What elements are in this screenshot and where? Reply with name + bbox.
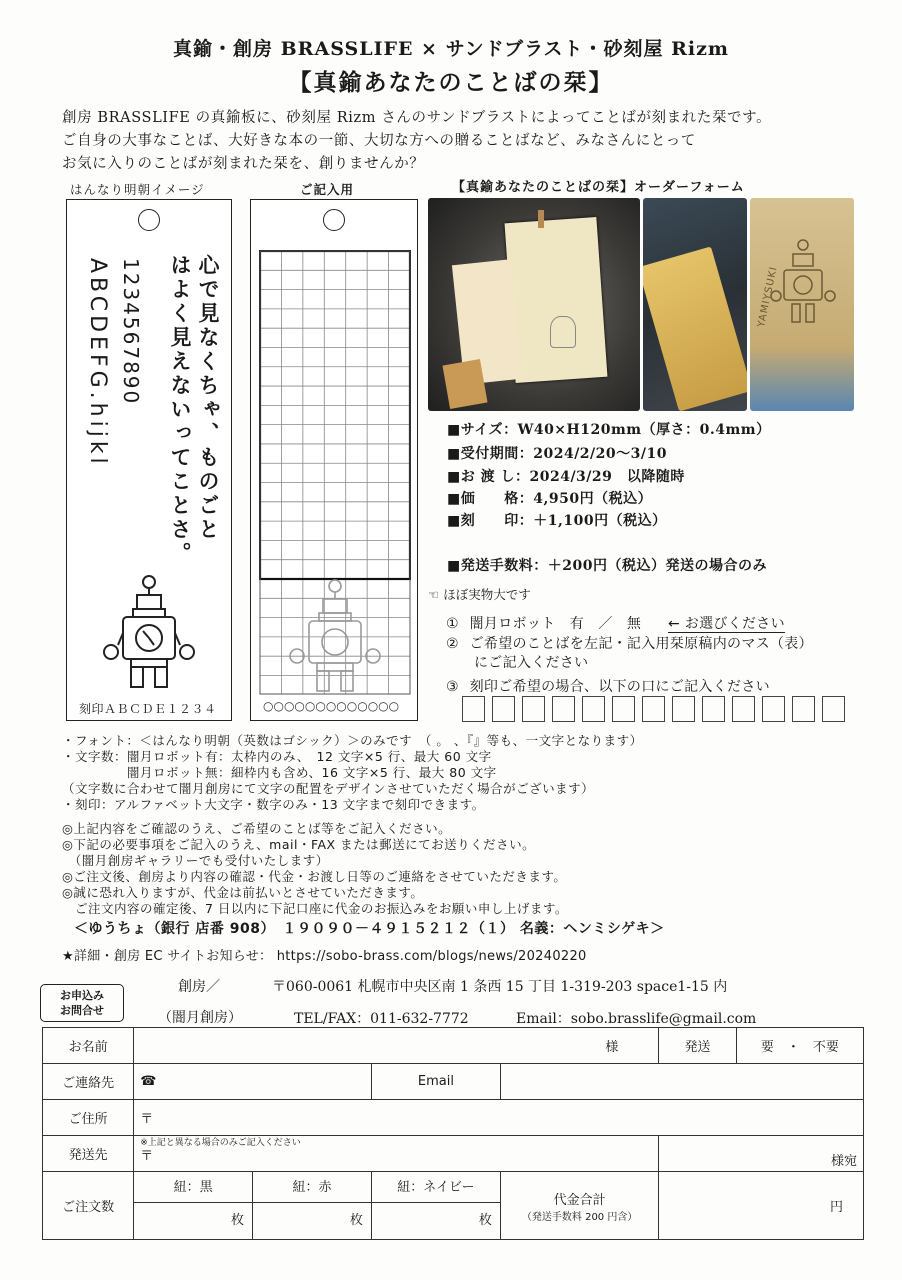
note-font: ・フォント：＜はんなり明朝（英数はゴシック）＞のみです （ 。 、『』等も、一文字となります）: [62, 733, 643, 748]
spec-stamp-fee: ■刻 印：＋1,100円（税込）: [447, 513, 667, 529]
stamp-box[interactable]: [822, 696, 845, 722]
dest-field[interactable]: [134, 1136, 659, 1172]
note-confirm: ◎上記内容をご確認のうえ、ご希望のことば等をご記入ください。: [62, 821, 452, 836]
name-field[interactable]: [134, 1028, 659, 1064]
stamp-box[interactable]: [642, 696, 665, 722]
qty-navy-unit: 枚: [478, 1212, 492, 1228]
step-3-text: 刻印ご希望の場合、以下の口にご記入ください: [469, 679, 770, 695]
dest-postal: 〒: [140, 1149, 154, 1164]
address-field[interactable]: [134, 1100, 864, 1136]
spec-size: ■サイズ：W40×H120mm（厚さ：0.4mm）: [447, 422, 771, 438]
address-label: ご住所: [43, 1100, 134, 1136]
stamp-box[interactable]: [522, 696, 545, 722]
title-line-2: 【真鍮あなたのことばの栞】: [288, 69, 614, 96]
total-unit: 円: [829, 1200, 843, 1215]
phone-icon: ☎: [140, 1074, 157, 1089]
note-send: ◎下記の必要事項をご記入のうえ、mail・FAX または郵送にてお送りください。: [62, 837, 536, 852]
stamp-box[interactable]: [762, 696, 785, 722]
total-label-cell: [500, 1172, 658, 1240]
spec-period: ■受付期間：2024/2/20～3/10: [447, 446, 667, 462]
email-label: Email: [371, 1064, 500, 1100]
intro-line-2: ご自身の大事なことば、大好きな本の一節、大切な方への贈ることばなど、みなさんにとって: [62, 133, 696, 149]
ship-label: 発送: [659, 1028, 736, 1064]
bookmark-hole-icon: [323, 209, 345, 231]
qty-red-unit: 枚: [349, 1212, 363, 1228]
stamp-box[interactable]: [492, 696, 515, 722]
sample-stamp-label: 刻印ＡＢＣＤＥ１２３４: [79, 702, 217, 716]
intro-line-1: 創房 BRASSLIFE の真鍮板に、砂刻屋 Rizm さんのサンドブラストによってことばが刻まれた栞です。: [62, 110, 772, 126]
step-2-line-1: ご希望のことばを左記・記入用栞原稿内のマス（表）: [469, 636, 813, 652]
details-link[interactable]: ★詳細・創房 EC サイトお知らせ： https://sobo-brass.com/blogs/news/20240220: [62, 949, 587, 964]
intro-line-3: お気に入りのことばが刻まれた栞を、創りませんか？: [62, 156, 425, 172]
robot-choice[interactable]: 闇月ロボット 有 ／ 無: [469, 616, 642, 632]
name-label: お名前: [43, 1028, 134, 1064]
manuscript-grid[interactable]: [259, 250, 411, 695]
step-1: [446, 613, 785, 633]
shop-address: 〒060-0061 札幌市中央区南 1 条西 15 丁目 1-319-203 space1-15 内: [272, 979, 728, 995]
shop-subname: （闇月創房）: [158, 1010, 242, 1026]
spec-shipping-fee: ■発送手数料：＋200円（税込）発送の場合のみ: [447, 558, 767, 574]
spec-delivery: ■お 渡 し：2024/3/29 以降随時: [447, 469, 685, 485]
cord-black-label: 紐：黒: [134, 1173, 252, 1203]
photo-engraved-text: YAMIYSUKI: [756, 265, 780, 329]
cord-navy-label: 紐：ネイビー: [372, 1173, 500, 1203]
entry-card-caption: ご記入用: [300, 182, 355, 197]
stamp-entry-boxes[interactable]: [462, 696, 858, 722]
note-after-order: ◎ご注文後、創房より内容の確認・代金・お渡し日等のご連絡をさせていただきます。: [62, 869, 567, 884]
email-field[interactable]: [500, 1064, 863, 1100]
stamp-circles[interactable]: ○○○○○○○○○○○○○: [263, 699, 400, 713]
shop-email[interactable]: Email：sobo.brasslife@gmail.com: [516, 1011, 757, 1027]
actual-size-note: [428, 585, 531, 603]
contact-box-line-2: お問合せ: [60, 1004, 104, 1017]
order-label: ご注文数: [43, 1172, 134, 1240]
qty-red[interactable]: [253, 1172, 372, 1240]
sample-alphabet: ABCDEFG.hijkl: [85, 258, 110, 468]
qty-black[interactable]: [134, 1172, 253, 1240]
contact-label: ご連絡先: [43, 1064, 134, 1100]
qty-black-unit: 枚: [231, 1212, 245, 1228]
order-form-title: 【真鍮あなたのことばの栞】オーダーフォーム: [452, 180, 745, 195]
choose-hint: ← お選びください: [668, 616, 785, 632]
product-photo-1: [428, 198, 640, 411]
dest-suffix: 様宛: [659, 1136, 864, 1172]
dest-note: ※上記と異なる場合のみご記入ください: [140, 1138, 301, 1148]
stamp-box[interactable]: [792, 696, 815, 722]
qty-navy[interactable]: [371, 1172, 500, 1240]
step-2: [446, 633, 813, 653]
note-design: （文字数に合わせて闇月創房にて文字の配置をデザインさせていただく場合がございます）: [62, 781, 595, 796]
sample-numbers: 1234567890: [119, 258, 143, 406]
sample-phrase-col-1: 心で見なくちゃ、ものごと: [196, 254, 220, 542]
name-suffix: 様: [605, 1040, 619, 1055]
stamp-box[interactable]: [672, 696, 695, 722]
total-label: 代金合計: [553, 1192, 606, 1208]
note-stamp: ・刻印：アルファベット大文字・数字のみ・13 文字まで刻印できます。: [62, 797, 485, 812]
ship-options[interactable]: 要 ・ 不要: [736, 1028, 863, 1064]
note-prepay: ◎誠に恐れ入りますが、代金は前払いとさせていただきます。: [62, 885, 424, 900]
sample-bookmark-card: [66, 199, 232, 721]
shop-name: 創房／: [178, 979, 220, 995]
spec-price: ■価 格：4,950円（税込）: [447, 491, 653, 507]
title-line-1: 真鍮・創房 BRASSLIFE × サンドブラスト・砂刻屋 Rizm: [172, 38, 730, 60]
stamp-box[interactable]: [462, 696, 485, 722]
bookmark-hole-icon: [138, 209, 160, 231]
stamp-box[interactable]: [582, 696, 605, 722]
robot-icon: [101, 573, 197, 693]
dest-label: 発送先: [43, 1136, 134, 1172]
order-form-table: [42, 1027, 864, 1240]
note-gallery: （闇月創房ギャラリーでも受付いたします）: [62, 853, 329, 868]
note-count-1: ・文字数：闇月ロボット有：太枠内のみ、 12 文字×5 行、最大 60 文字: [62, 749, 492, 764]
step-2-line-2: にご記入ください: [474, 655, 589, 671]
note-transfer: ご注文内容の確定後、7 日以内に下記口座に代金のお振込みをお願い申し上げます。: [62, 901, 568, 916]
actual-size-text: ほぼ実物大です: [443, 587, 531, 602]
step-2-number: ②: [446, 636, 459, 652]
phone-field[interactable]: [134, 1064, 372, 1100]
stamp-box[interactable]: [552, 696, 575, 722]
total-note: （発送手数料 200 円含）: [521, 1211, 638, 1223]
step-3-number: ③: [446, 679, 459, 695]
contact-box-line-1: お申込み: [60, 989, 104, 1002]
sample-phrase-col-2: はよく見えないってことさ。: [168, 254, 192, 566]
stamp-box[interactable]: [732, 696, 755, 722]
pointing-hand-icon: ☜: [428, 587, 440, 602]
step-1-number: ①: [446, 616, 459, 632]
cord-red-label: 紐：赤: [253, 1173, 371, 1203]
product-photo-2: [643, 198, 747, 411]
sample-card-caption: はんなり明朝イメージ: [70, 182, 205, 197]
note-count-2: 闇月ロボット無：細枠内も含め、16 文字×5 行、最大 80 文字: [62, 765, 497, 780]
postal-mark: 〒: [140, 1112, 154, 1127]
stamp-box[interactable]: [702, 696, 725, 722]
product-photo-3: [750, 198, 854, 411]
shop-telfax: TEL/FAX：011-632-7772: [294, 1011, 469, 1027]
step-3: [446, 676, 770, 696]
bank-account: ＜ゆうちょ（銀行 店番 908） １９０９０－４９１５２１２（１） 名義：ヘンミシゲキ＞: [74, 921, 665, 937]
contact-box: [40, 984, 124, 1022]
stamp-box[interactable]: [612, 696, 635, 722]
total-field[interactable]: [659, 1172, 864, 1240]
